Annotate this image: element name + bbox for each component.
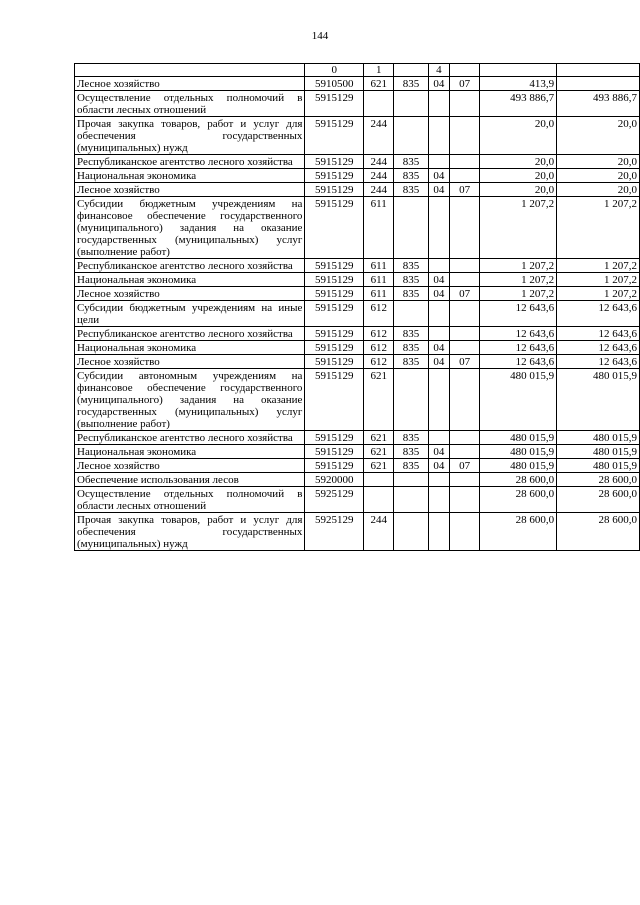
cell-name: Осуществление отдельных полномочий в области лесных отношений (75, 487, 305, 513)
cell-sum: 1 207,2 (480, 287, 557, 301)
cell-subsection: 07 (449, 287, 479, 301)
table-row (75, 355, 640, 369)
cell-section (428, 487, 449, 513)
table-row (75, 341, 640, 355)
cell-department: 835 (394, 273, 428, 287)
cell-name: Республиканское агентство лесного хозяйства (75, 259, 305, 273)
cell-subsection (449, 341, 479, 355)
cell-code: 5915129 (305, 117, 364, 155)
cell-sum-federal: 480 015,9 (557, 431, 640, 445)
cell-sum-federal (557, 77, 640, 91)
cell-name: Прочая закупка товаров, работ и услуг для обеспечения государственных (муниципальных) нужд (75, 513, 305, 551)
cell-subsection (449, 369, 479, 431)
cell-code: 5915129 (305, 445, 364, 459)
cell-subsection (449, 431, 479, 445)
cell-sum: 20,0 (480, 169, 557, 183)
cell-expense-type: 244 (364, 183, 394, 197)
cell-expense-type: 611 (364, 273, 394, 287)
cell-sum: 20,0 (480, 183, 557, 197)
cell-code: 5915129 (305, 301, 364, 327)
cell-expense-type: 612 (364, 355, 394, 369)
cell-code: 5915129 (305, 91, 364, 117)
cell-department: 835 (394, 183, 428, 197)
cell-section (428, 117, 449, 155)
cell-code: 5915129 (305, 197, 364, 259)
cell-name: Лесное хозяйство (75, 459, 305, 473)
cell-sum-federal: 1 207,2 (557, 273, 640, 287)
cell-sum: 12 643,6 (480, 355, 557, 369)
cell-expense-type: 612 (364, 341, 394, 355)
cell-sum-federal: 480 015,9 (557, 445, 640, 459)
cell-department: 835 (394, 355, 428, 369)
cell-subsection (449, 327, 479, 341)
cell-section (428, 91, 449, 117)
cell-sum-federal: 20,0 (557, 155, 640, 169)
cell-subsection (449, 91, 479, 117)
cell-department (394, 117, 428, 155)
cell-code: 5915129 (305, 287, 364, 301)
cell-section (428, 327, 449, 341)
table-row (75, 513, 640, 551)
cell-sum-federal: 28 600,0 (557, 487, 640, 513)
cell-section: 04 (428, 77, 449, 91)
cell-sum: 12 643,6 (480, 341, 557, 355)
cell-name: Республиканское агентство лесного хозяйства (75, 431, 305, 445)
cell-subsection (449, 473, 479, 487)
cell-code: 5915129 (305, 169, 364, 183)
cell-sum-federal: 480 015,9 (557, 459, 640, 473)
cell-name: Республиканское агентство лесного хозяйства (75, 327, 305, 341)
cell-name: Лесное хозяйство (75, 355, 305, 369)
cell-section: 04 (428, 183, 449, 197)
cell-code: 5915129 (305, 369, 364, 431)
cell-sum-federal: 12 643,6 (557, 301, 640, 327)
page-number: 144 (311, 30, 329, 42)
cell-expense-type: 244 (364, 513, 394, 551)
cell-code: 5920000 (305, 473, 364, 487)
cell-code: 5915129 (305, 183, 364, 197)
table-row (75, 77, 640, 91)
cell-department: 835 (394, 287, 428, 301)
cell-code: 5915129 (305, 341, 364, 355)
cell-code: 5910500 (305, 77, 364, 91)
cell-sum: 28 600,0 (480, 473, 557, 487)
cell-subsection (449, 169, 479, 183)
cell-sum-federal: 480 015,9 (557, 369, 640, 431)
cell-department: 835 (394, 259, 428, 273)
cell-subsection (449, 273, 479, 287)
cell-subsection (449, 117, 479, 155)
cell-sum-federal: 12 643,6 (557, 355, 640, 369)
cell-sum-federal: 1 207,2 (557, 259, 640, 273)
cell-expense-type: 621 (364, 459, 394, 473)
cell-name: Национальная экономика (75, 445, 305, 459)
cell-expense-type: 611 (364, 287, 394, 301)
cell-name: Национальная экономика (75, 341, 305, 355)
cell-department (394, 513, 428, 551)
cell-section (428, 473, 449, 487)
cell-sum-federal: 493 886,7 (557, 91, 640, 117)
cell-subsection (449, 487, 479, 513)
cell-department: 835 (394, 459, 428, 473)
cell-code: 5915129 (305, 155, 364, 169)
cell-section: 04 (428, 273, 449, 287)
cell-expense-type: 612 (364, 301, 394, 327)
cell-expense-type: 244 (364, 169, 394, 183)
cell-name (75, 64, 305, 77)
cell-sum: 1 207,2 (480, 259, 557, 273)
cell-department: 835 (394, 77, 428, 91)
cell-subsection (449, 155, 479, 169)
cell-sum: 20,0 (480, 117, 557, 155)
cell-sum-federal: 28 600,0 (557, 513, 640, 551)
table-row (75, 155, 640, 169)
cell-subsection (449, 64, 479, 77)
cell-sum: 12 643,6 (480, 301, 557, 327)
cell-section (428, 301, 449, 327)
cell-sum: 28 600,0 (480, 487, 557, 513)
cell-section: 4 (428, 64, 449, 77)
table-row (75, 369, 640, 431)
table-body (75, 64, 640, 551)
cell-expense-type: 244 (364, 155, 394, 169)
cell-section (428, 369, 449, 431)
table-row (75, 287, 640, 301)
cell-name: Прочая закупка товаров, работ и услуг для обеспечения государственных (муниципальных) нужд (75, 117, 305, 155)
table-row (75, 431, 640, 445)
cell-expense-type: 611 (364, 259, 394, 273)
cell-name: Осуществление отдельных полномочий в области лесных отношений (75, 91, 305, 117)
cell-name: Субсидии автономным учреждениям на финансовое обеспечение государственного (муниципального) задания на оказание государственных (муниципальных) услуг (выполнение работ) (75, 369, 305, 431)
cell-name: Национальная экономика (75, 273, 305, 287)
cell-name: Субсидии бюджетным учреждениям на иные цели (75, 301, 305, 327)
cell-sum-federal: 12 643,6 (557, 341, 640, 355)
cell-code: 5915129 (305, 273, 364, 287)
cell-sum (480, 64, 557, 77)
table-row (75, 169, 640, 183)
cell-code: 5915129 (305, 431, 364, 445)
cell-sum: 12 643,6 (480, 327, 557, 341)
cell-department (394, 91, 428, 117)
cell-expense-type (364, 473, 394, 487)
cell-expense-type: 621 (364, 369, 394, 431)
cell-sum: 480 015,9 (480, 369, 557, 431)
table-row (75, 183, 640, 197)
cell-expense-type: 611 (364, 197, 394, 259)
table-row (75, 197, 640, 259)
table-row (75, 117, 640, 155)
cell-name: Субсидии бюджетным учреждениям на финансовое обеспечение государственного (муниципального) задания на оказание государственных (муниципальных) услуг (выполнение работ) (75, 197, 305, 259)
budget-table (74, 63, 640, 551)
cell-sum: 480 015,9 (480, 431, 557, 445)
cell-code: 5915129 (305, 259, 364, 273)
cell-code: 0 (305, 64, 364, 77)
cell-sum-federal: 20,0 (557, 183, 640, 197)
cell-sum: 493 886,7 (480, 91, 557, 117)
cell-department (394, 197, 428, 259)
table-row (75, 301, 640, 327)
cell-name: Обеспечение использования лесов (75, 473, 305, 487)
cell-department: 835 (394, 445, 428, 459)
cell-sum-federal: 1 207,2 (557, 197, 640, 259)
cell-subsection: 07 (449, 459, 479, 473)
table-row (75, 259, 640, 273)
cell-section: 04 (428, 169, 449, 183)
cell-name: Национальная экономика (75, 169, 305, 183)
table-row (75, 445, 640, 459)
cell-section (428, 431, 449, 445)
cell-name: Лесное хозяйство (75, 77, 305, 91)
table-row (75, 64, 640, 77)
cell-code: 5915129 (305, 459, 364, 473)
cell-section (428, 513, 449, 551)
table-row (75, 459, 640, 473)
cell-code: 5915129 (305, 355, 364, 369)
table-row (75, 327, 640, 341)
table-row (75, 473, 640, 487)
cell-section (428, 155, 449, 169)
cell-expense-type (364, 487, 394, 513)
cell-sum: 480 015,9 (480, 459, 557, 473)
cell-department (394, 369, 428, 431)
cell-department (394, 301, 428, 327)
cell-section: 04 (428, 341, 449, 355)
cell-expense-type: 621 (364, 77, 394, 91)
cell-sum-federal: 12 643,6 (557, 327, 640, 341)
cell-subsection (449, 301, 479, 327)
cell-subsection: 07 (449, 77, 479, 91)
cell-sum: 1 207,2 (480, 273, 557, 287)
cell-sum-federal: 20,0 (557, 169, 640, 183)
cell-department: 835 (394, 341, 428, 355)
cell-sum-federal (557, 64, 640, 77)
cell-section: 04 (428, 459, 449, 473)
cell-subsection (449, 197, 479, 259)
cell-section: 04 (428, 445, 449, 459)
cell-department: 835 (394, 327, 428, 341)
cell-subsection (449, 513, 479, 551)
cell-section: 04 (428, 355, 449, 369)
cell-department: 835 (394, 169, 428, 183)
cell-expense-type: 621 (364, 445, 394, 459)
cell-name: Республиканское агентство лесного хозяйства (75, 155, 305, 169)
cell-expense-type: 621 (364, 431, 394, 445)
cell-expense-type: 1 (364, 64, 394, 77)
cell-sum: 20,0 (480, 155, 557, 169)
cell-sum: 413,9 (480, 77, 557, 91)
cell-department: 835 (394, 431, 428, 445)
cell-section (428, 197, 449, 259)
table-row (75, 91, 640, 117)
cell-subsection (449, 259, 479, 273)
cell-code: 5915129 (305, 327, 364, 341)
cell-code: 5925129 (305, 487, 364, 513)
cell-sum: 1 207,2 (480, 197, 557, 259)
cell-name: Лесное хозяйство (75, 287, 305, 301)
cell-section: 04 (428, 287, 449, 301)
cell-sum-federal: 20,0 (557, 117, 640, 155)
cell-department (394, 64, 428, 77)
cell-sum-federal: 28 600,0 (557, 473, 640, 487)
cell-expense-type (364, 91, 394, 117)
cell-department: 835 (394, 155, 428, 169)
cell-department (394, 473, 428, 487)
table-row (75, 487, 640, 513)
cell-section (428, 259, 449, 273)
cell-sum: 480 015,9 (480, 445, 557, 459)
cell-subsection: 07 (449, 183, 479, 197)
cell-sum-federal: 1 207,2 (557, 287, 640, 301)
cell-code: 5925129 (305, 513, 364, 551)
cell-expense-type: 244 (364, 117, 394, 155)
table-row (75, 273, 640, 287)
cell-subsection: 07 (449, 355, 479, 369)
cell-sum: 28 600,0 (480, 513, 557, 551)
cell-subsection (449, 445, 479, 459)
cell-expense-type: 612 (364, 327, 394, 341)
cell-name: Лесное хозяйство (75, 183, 305, 197)
cell-department (394, 487, 428, 513)
